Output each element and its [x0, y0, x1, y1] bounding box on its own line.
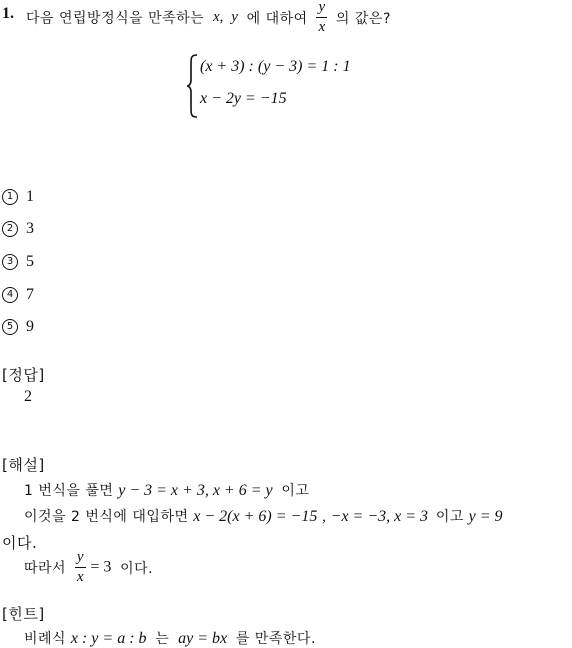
question-number: 1. [2, 5, 14, 22]
choice-5[interactable] [2, 317, 34, 336]
comma: , [219, 9, 224, 25]
var-y: y [231, 9, 238, 25]
hint-text-2: 는 [155, 631, 170, 647]
fraction-denominator: x [318, 19, 326, 35]
hint-math-2: ay = bx [178, 630, 228, 647]
choice-1[interactable] [2, 187, 34, 206]
answer-value: 2 [24, 388, 32, 405]
fraction-y-over-x [316, 0, 327, 35]
explanation-line-2-text: 이것을 2 번식에 대입하면 [24, 509, 189, 525]
choice-value: 7 [26, 286, 34, 303]
explanation-label: [해설] [2, 456, 45, 474]
hint-line [24, 628, 316, 648]
explanation-line-2-math-1: x − 2(x + 6) = −15 [193, 508, 318, 525]
fraction-numerator: y [75, 550, 86, 568]
explanation-line-2 [24, 506, 503, 526]
choice-4[interactable] [2, 285, 34, 304]
explanation-line-1-end: 이고 [281, 483, 310, 499]
explanation-line-2-math-3: y = 9 [468, 508, 503, 525]
explanation-line-4-end: 이다. [120, 560, 154, 577]
explanation-line-1-text: 1 번식을 풀면 [24, 483, 114, 499]
choice-number-1: 1 [2, 189, 18, 205]
explanation-line-4 [24, 550, 153, 585]
question-text-after: 의 값은? [335, 10, 391, 27]
choice-3[interactable] [2, 252, 34, 271]
choice-value: 5 [26, 253, 34, 270]
hint-math-1: x : y = a : b [70, 630, 147, 647]
explanation-line-3: 이다. [2, 534, 38, 552]
choice-value: 3 [26, 220, 34, 237]
explanation-line-2-sep: , [322, 509, 326, 525]
var-x: x [212, 9, 220, 25]
choice-2[interactable] [2, 219, 34, 238]
equation-1: (x + 3) : (y − 3) = 1 : 1 [200, 58, 351, 75]
hint-text-3: 를 만족한다. [235, 631, 316, 647]
question-text-mid: 에 대하여 [246, 10, 308, 27]
explanation-line-1 [24, 480, 309, 500]
choice-value: 1 [26, 188, 34, 205]
choice-number-3: 3 [2, 254, 18, 270]
explanation-line-1-math: y − 3 = x + 3, x + 6 = y [118, 482, 273, 499]
explanation-line-2-mid: 이고 [435, 509, 464, 525]
choice-value: 9 [26, 318, 34, 335]
explanation-line-4-text: 따라서 [24, 560, 67, 577]
question-text-before: 다음 연립방정식을 만족하는 [26, 10, 205, 27]
hint-text-1: 비례식 [24, 631, 67, 647]
left-brace-icon [186, 54, 198, 118]
choice-number-2: 2 [2, 221, 18, 237]
fraction-denominator: x [76, 569, 84, 585]
hint-label: [힌트] [2, 605, 45, 623]
fraction-numerator: y [316, 0, 327, 18]
explanation-line-4-eq: = 3 [90, 558, 112, 576]
choice-number-4: 4 [2, 287, 18, 303]
choice-number-5: 5 [2, 319, 18, 335]
answer-label: [정답] [2, 366, 45, 384]
fraction-y-over-x-conclusion [75, 550, 86, 585]
equation-2: x − 2y = −15 [200, 90, 287, 107]
explanation-line-2-math-2: −x = −3, x = 3 [330, 508, 429, 525]
question-text [26, 0, 391, 35]
